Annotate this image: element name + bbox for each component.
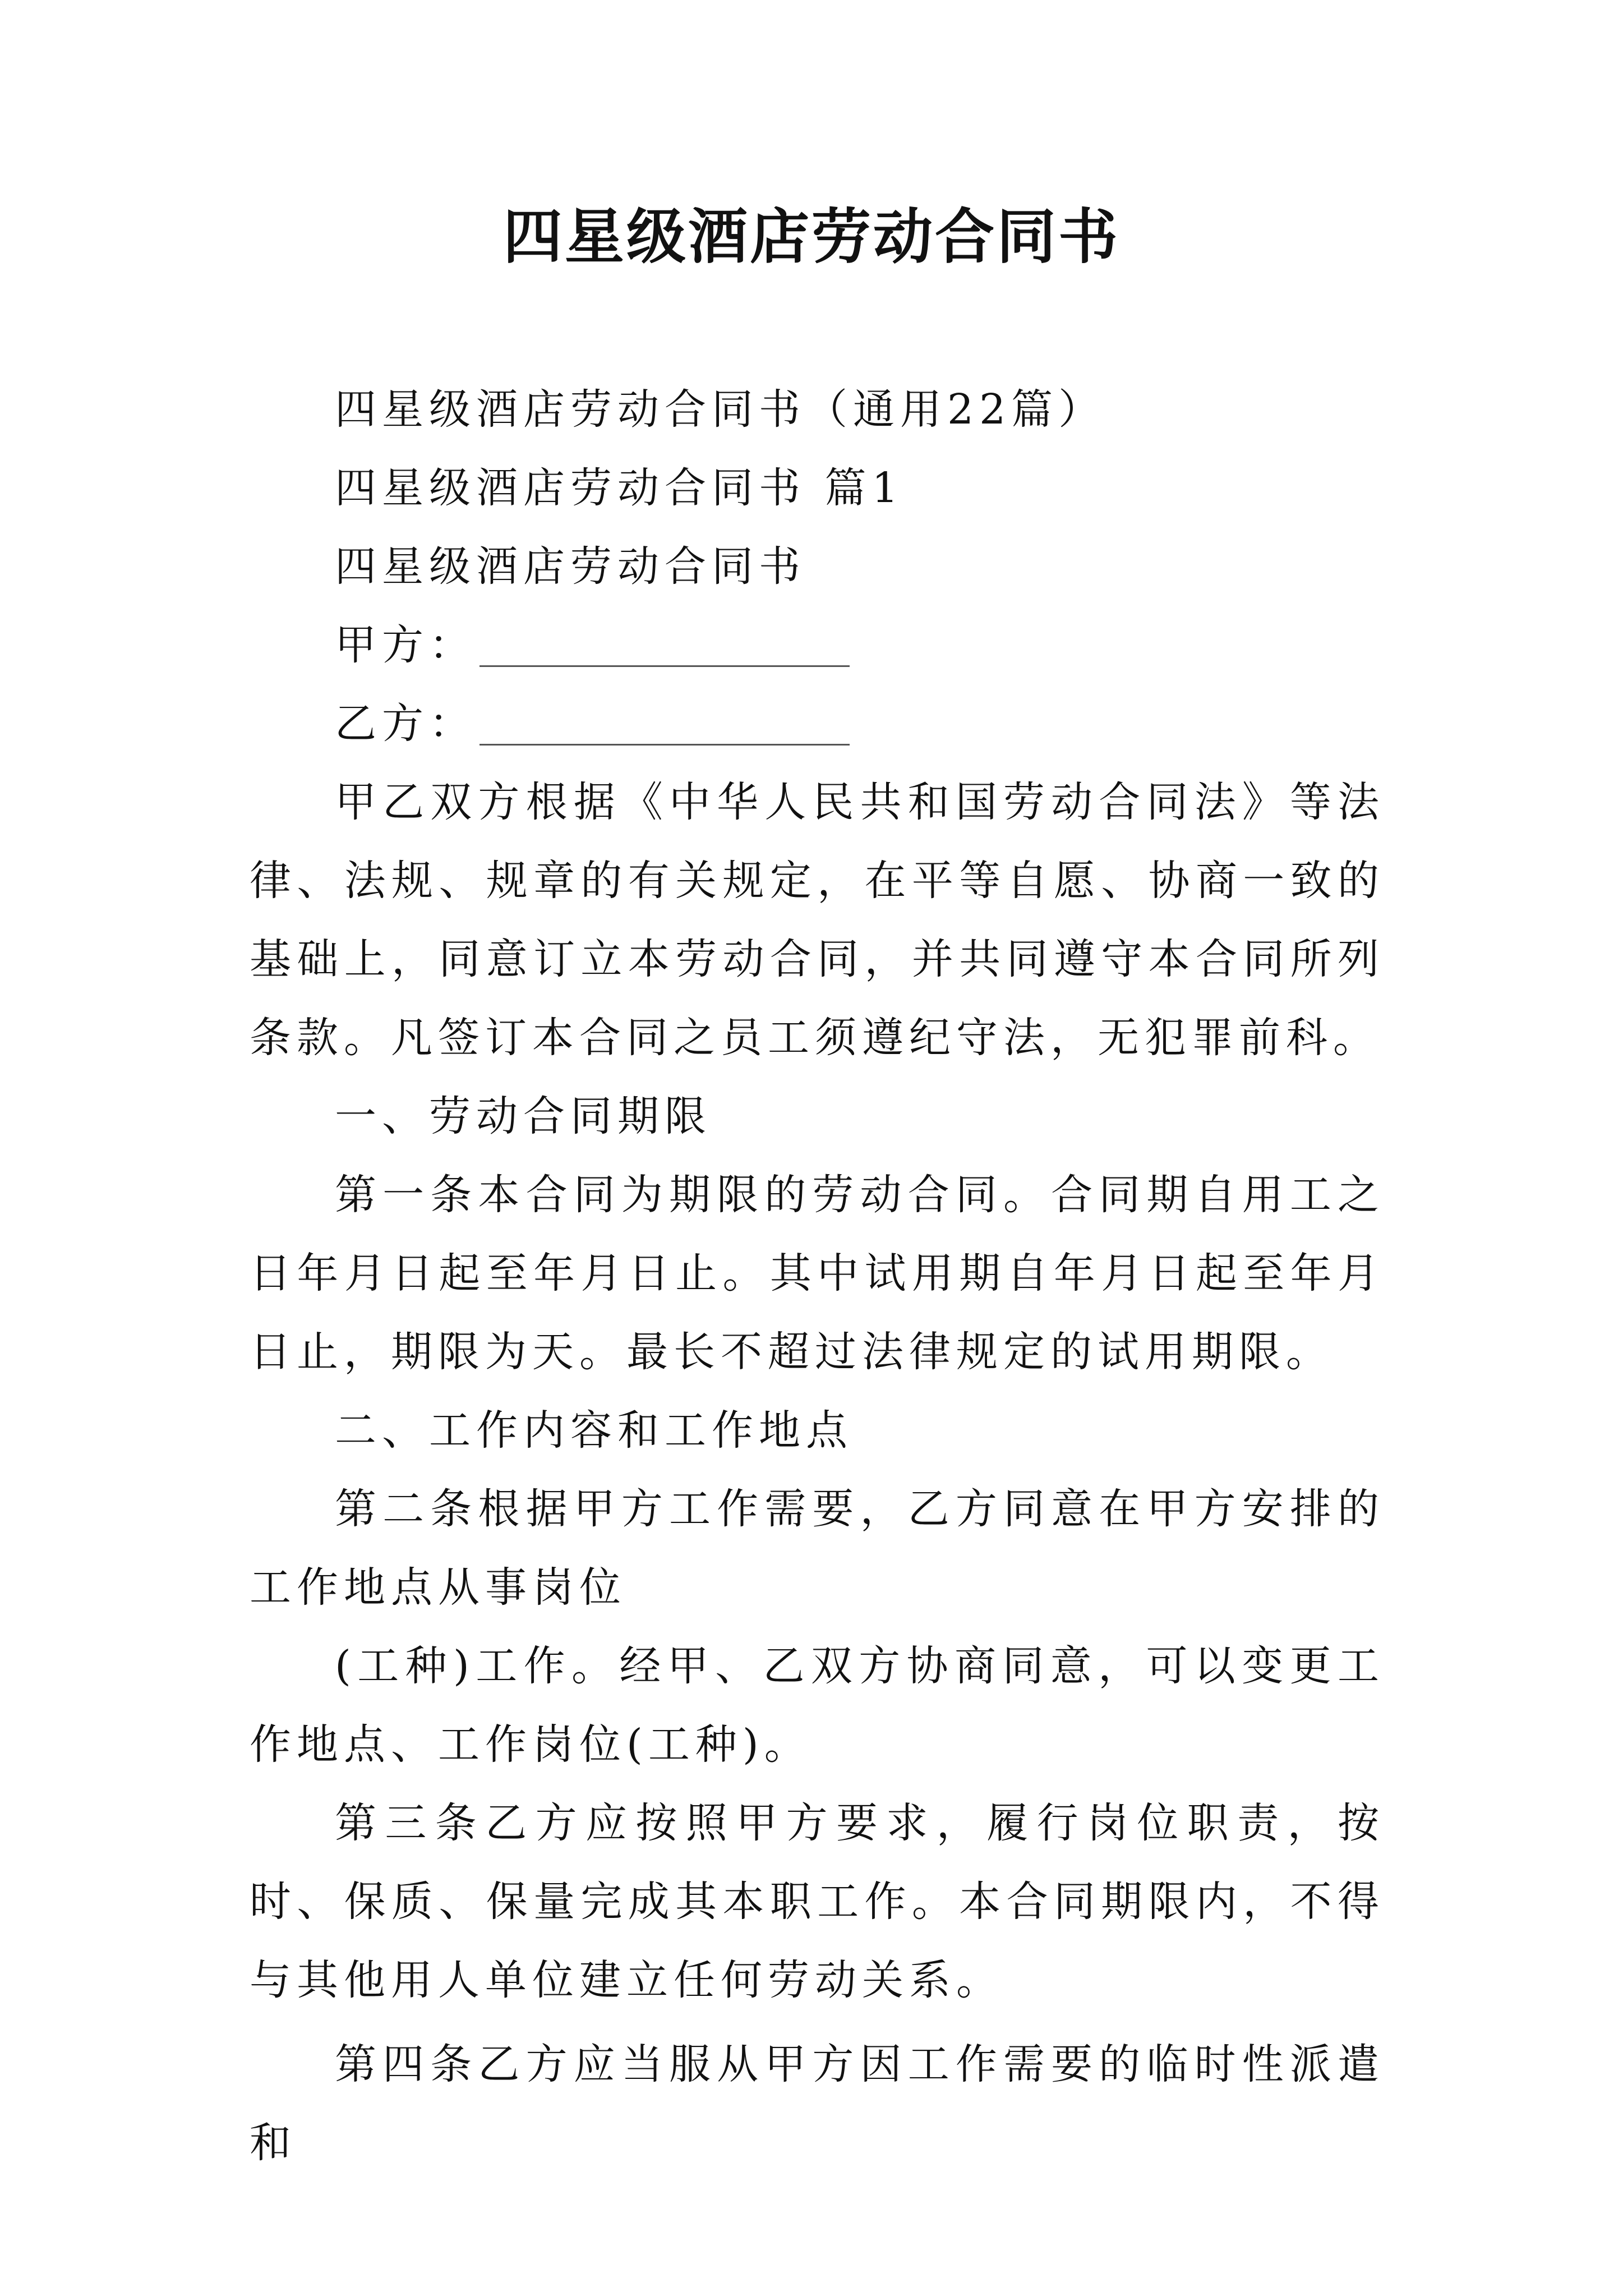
contract-name: 四星级酒店劳动合同书 — [335, 542, 806, 591]
document-subtitle: 四星级酒店劳动合同书（通用22篇） — [335, 385, 1106, 434]
section-heading-term: 一、劳动合同期限 — [335, 1092, 712, 1140]
article-4-paragraph: 第四条乙方应当服从甲方因工作需要的临时性派遣和 — [250, 2040, 1385, 2167]
section-heading-work: 二、工作内容和工作地点 — [335, 1406, 853, 1455]
document-title: 四星级酒店劳动合同书 — [503, 201, 1120, 272]
document-body — [250, 370, 1385, 2182]
intro-paragraph: 甲乙双方根据《中华人民共和国劳动合同法》等法律、法规、规章的有关规定，在平等自愿、协商一致的基础上，同意订立本劳动合同，并共同遵守本合同所列条款。凡签订本合同之员工须遵纪守法，无犯罪前科。 — [250, 778, 1385, 1062]
party-a-label: 甲方： — [335, 621, 476, 669]
article-1-paragraph: 第一条本合同为期限的劳动合同。合同期自用工之日年月日起至年月日止。其中试用期自年月日起至年月日止，期限为天。最长不超过法律规定的试用期限。 — [250, 1171, 1385, 1376]
article-3-paragraph: 第三条乙方应按照甲方要求，履行岗位职责，按时、保质、保量完成其本职工作。本合同期限内，不得与其他用人单位建立任何劳动关系。 — [250, 1799, 1385, 2004]
party-b-line — [250, 684, 1385, 763]
part-heading: 四星级酒店劳动合同书 篇1 — [335, 464, 904, 512]
party-a-line — [250, 606, 1385, 684]
article-2-paragraph: 第二条根据甲方工作需要，乙方同意在甲方安排的工作地点从事岗位 — [250, 1485, 1385, 1612]
party-b-label: 乙方： — [335, 700, 476, 748]
article-2-continued-paragraph: (工种)工作。经甲、乙双方协商同意，可以变更工作地点、工作岗位(工种)。 — [250, 1642, 1385, 1769]
party-a-blank — [479, 632, 850, 667]
party-b-blank — [479, 710, 850, 746]
